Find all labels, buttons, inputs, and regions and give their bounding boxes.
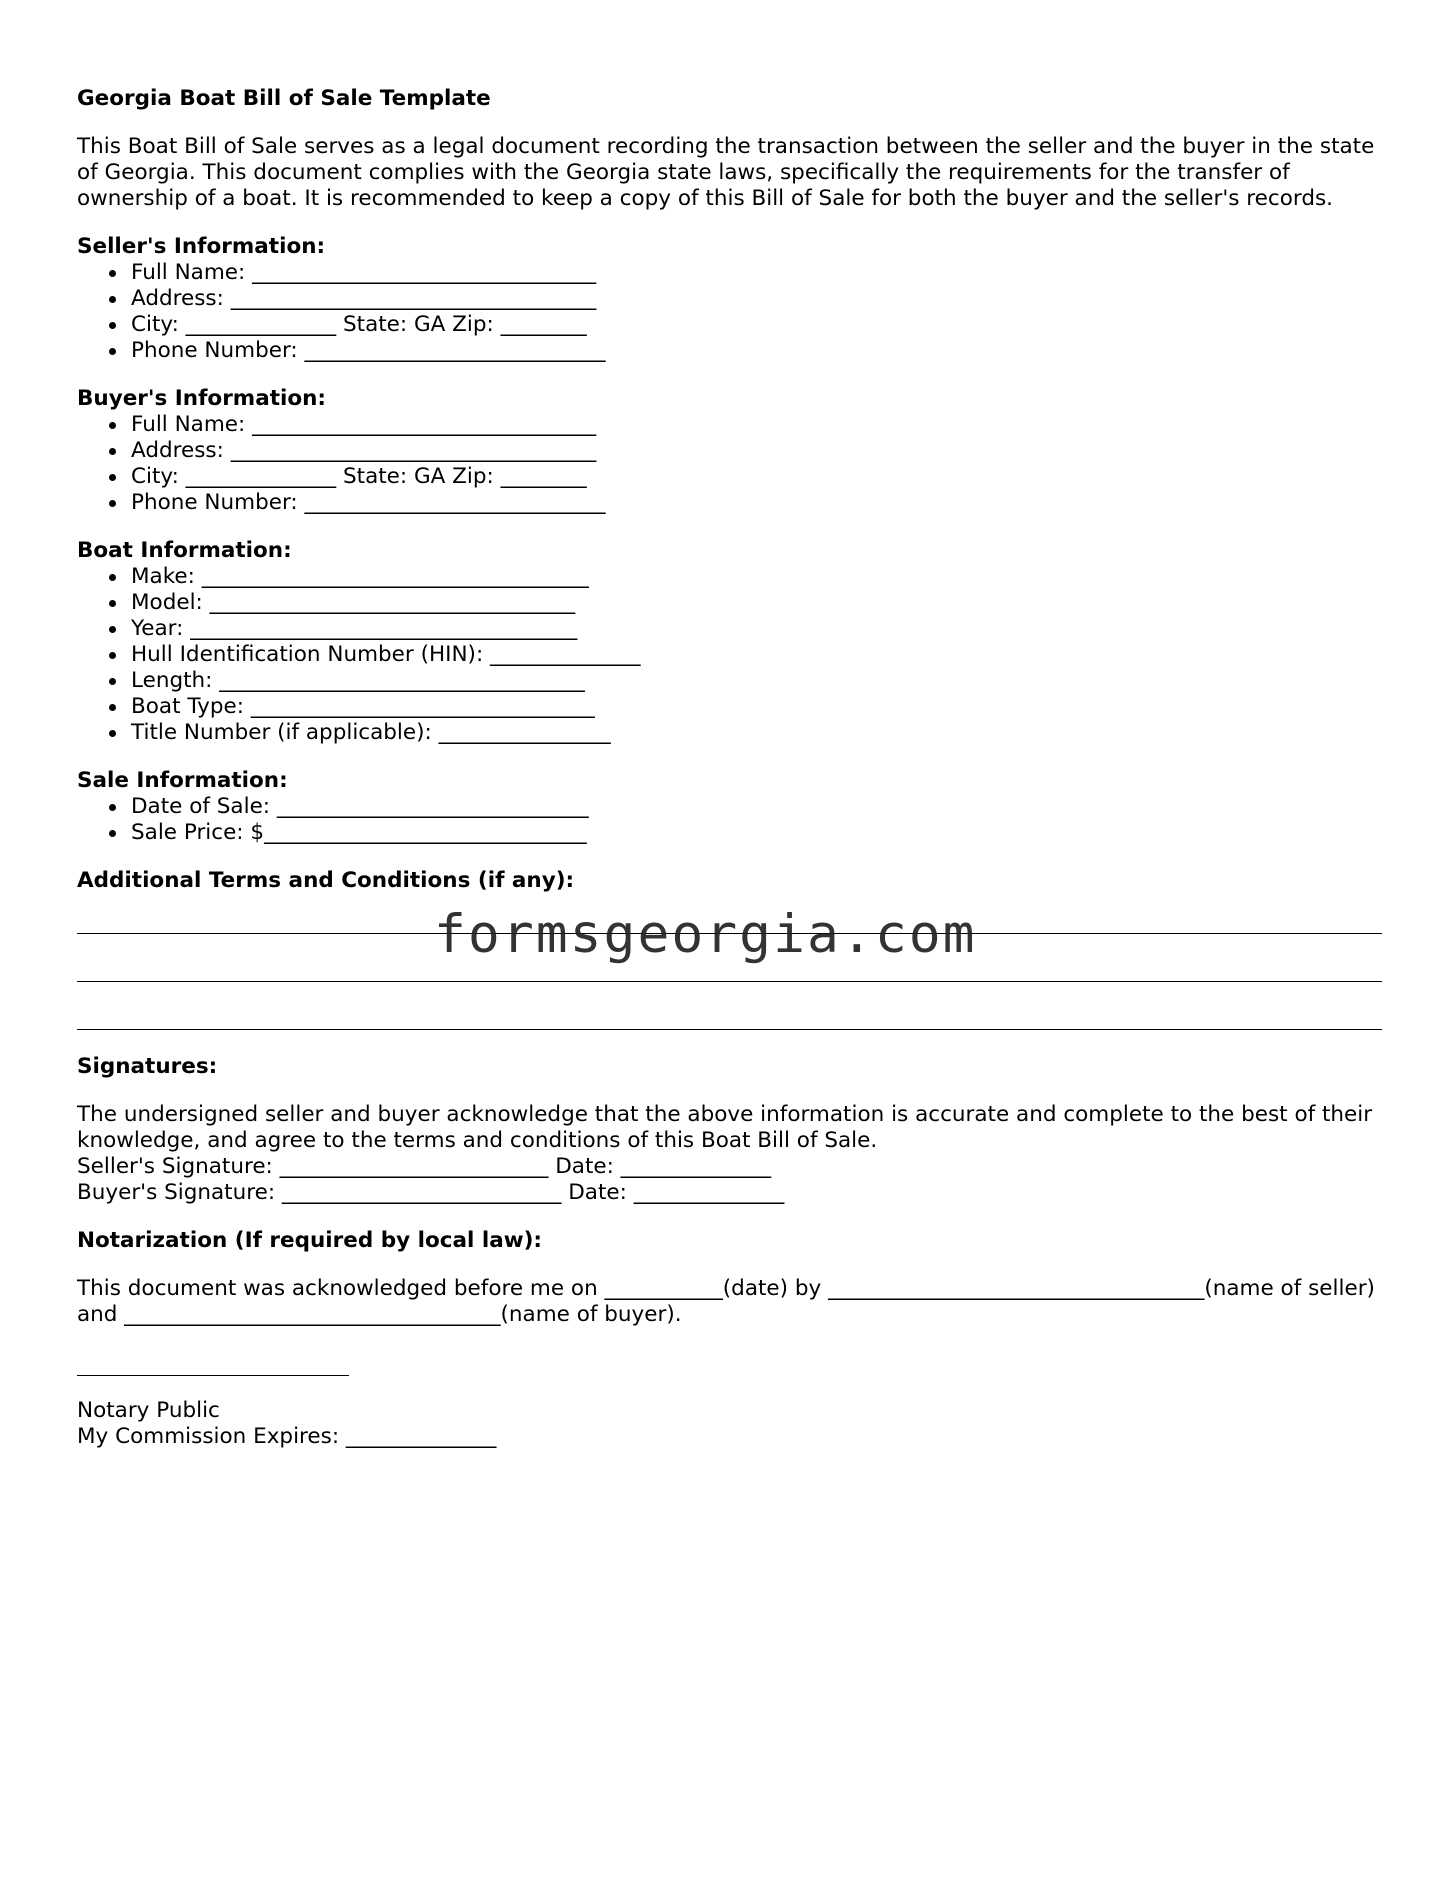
signatures-heading: Signatures: (77, 1054, 218, 1079)
boat-make-field[interactable]: Make: ____________________________________ (131, 564, 1382, 590)
document-page (77, 86, 1382, 1450)
sale-fields (77, 794, 1382, 846)
terms-line-3[interactable] (77, 982, 1382, 1030)
boat-title-number-field[interactable]: Title Number (if applicable): ________________ (131, 720, 1382, 746)
terms-heading: Additional Terms and Conditions (if any): (77, 868, 575, 893)
notarization-text: This document was acknowledged before me on ___________(date) by ___________________________________(name of seller) and ___________________________________(name of buyer). (77, 1276, 1375, 1327)
terms-line-1[interactable] (77, 894, 1382, 934)
seller-fields (77, 260, 1382, 364)
intro-paragraph: This Boat Bill of Sale serves as a legal document recording the transaction between the seller and the buyer in the state of Georgia. This document complies with the Georgia state laws, specifically the requirements for the transfer of ownership of a boat. It is recommended to keep a copy of this Bill of Sale for both the buyer and the seller's records. (77, 134, 1375, 211)
notary-public-label: Notary Public (77, 1398, 220, 1423)
terms-line-2[interactable] (77, 934, 1382, 982)
boat-fields (77, 564, 1382, 746)
boat-model-field[interactable]: Model: __________________________________ (131, 590, 1382, 616)
boat-heading: Boat Information: (77, 538, 292, 563)
notarization-heading: Notarization (If required by local law): (77, 1228, 543, 1253)
sale-date-field[interactable]: Date of Sale: _____________________________ (131, 794, 1382, 820)
seller-address-field[interactable]: Address: __________________________________ (131, 286, 1382, 312)
seller-full-name-field[interactable]: Full Name: ________________________________ (131, 260, 1382, 286)
sale-heading: Sale Information: (77, 768, 288, 793)
watermark-text: formsgeorgia.com (434, 904, 977, 965)
boat-year-field[interactable]: Year: ____________________________________ (131, 616, 1382, 642)
buyer-signature-line[interactable]: Buyer's Signature: __________________________ Date: ______________ (77, 1180, 785, 1205)
signatures-acknowledgement: The undersigned seller and buyer acknowledge that the above information is accurate and complete to the best of their knowledge, and agree to the terms and conditions of this Boat Bill of Sale. (77, 1102, 1373, 1153)
boat-hin-field[interactable]: Hull Identification Number (HIN): ______________ (131, 642, 1382, 668)
commission-expires-line[interactable]: My Commission Expires: ______________ (77, 1424, 497, 1449)
seller-phone-field[interactable]: Phone Number: ____________________________ (131, 338, 1382, 364)
boat-length-field[interactable]: Length: __________________________________ (131, 668, 1382, 694)
buyer-fields (77, 412, 1382, 516)
boat-type-field[interactable]: Boat Type: ________________________________ (131, 694, 1382, 720)
document-title: Georgia Boat Bill of Sale Template (77, 86, 491, 111)
buyer-full-name-field[interactable]: Full Name: ________________________________ (131, 412, 1382, 438)
buyer-city-state-zip-field[interactable]: City: ______________ State: GA Zip: ________ (131, 464, 1382, 490)
buyer-heading: Buyer's Information: (77, 386, 327, 411)
seller-city-state-zip-field[interactable]: City: ______________ State: GA Zip: ________ (131, 312, 1382, 338)
buyer-address-field[interactable]: Address: __________________________________ (131, 438, 1382, 464)
sale-price-field[interactable]: Sale Price: $______________________________ (131, 820, 1382, 846)
buyer-phone-field[interactable]: Phone Number: ____________________________ (131, 490, 1382, 516)
seller-heading: Seller's Information: (77, 234, 326, 259)
notary-signature-line[interactable] (77, 1350, 349, 1376)
seller-signature-line[interactable]: Seller's Signature: _________________________ Date: ______________ (77, 1154, 772, 1179)
